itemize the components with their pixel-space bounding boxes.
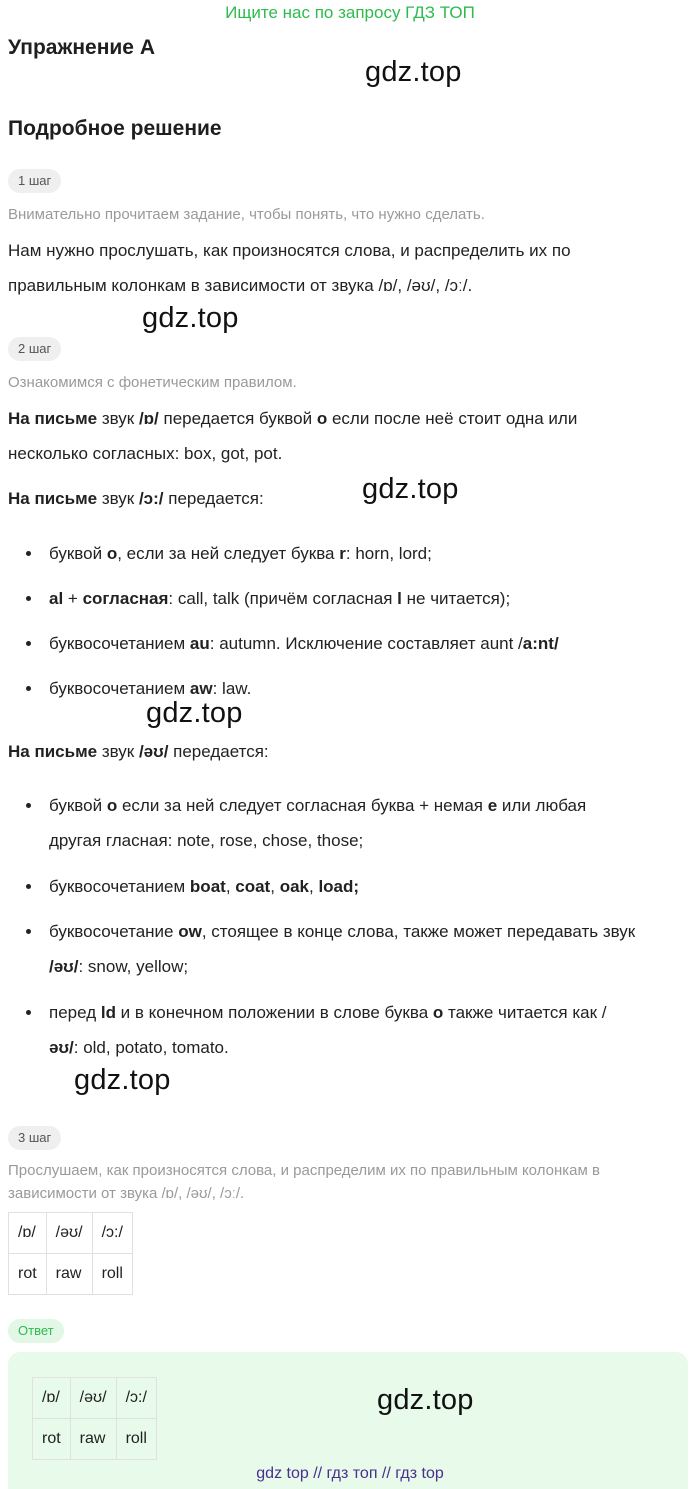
bullet-dot <box>26 929 31 934</box>
table-header-cell: /ɔ:/ <box>92 1213 132 1254</box>
bullet-dot <box>26 1010 31 1015</box>
step-badge: 1 шаг <box>8 169 61 193</box>
list-item-line: другая гласная: note, rose, chose, those; <box>49 831 364 850</box>
list-item: буквой o если за ней следует согласная буква + немая e или любая <box>49 796 587 815</box>
watermark: gdz.top <box>377 1384 474 1416</box>
step-hint: Внимательно прочитаем задание, чтобы понять, что нужно сделать. <box>8 206 485 223</box>
rule-paragraph: На письме звук /ɔ:/ передается: <box>8 489 264 508</box>
phonetics-table <box>8 1212 133 1295</box>
step-hint: зависимости от звука /ɒ/, /əʊ/, /ɔː/. <box>8 1185 245 1202</box>
rule-paragraph-line: несколько согласных: box, got, pot. <box>8 444 283 463</box>
list-item: буквой o, если за ней следует буква r: horn, lord; <box>49 544 432 563</box>
promo-banner[interactable]: Ищите нас по запросу ГДЗ ТОП <box>225 3 475 22</box>
step-badge: 2 шаг <box>8 337 61 361</box>
watermark: gdz.top <box>365 56 462 88</box>
bullet-dot <box>26 641 31 646</box>
watermark: gdz.top <box>74 1064 171 1096</box>
list-item-line: əʊ/: old, potato, tomato. <box>49 1038 229 1057</box>
rule-paragraph: На письме звук /ɒ/ передается буквой о если после неё стоит одна или <box>8 409 578 428</box>
answer-table <box>32 1377 157 1460</box>
solution-heading: Подробное решение <box>8 117 222 140</box>
rule-paragraph: На письме звук /əʊ/ передается: <box>8 742 269 761</box>
table-cell: roll <box>116 1419 156 1460</box>
bullet-dot <box>26 884 31 889</box>
table-cell: raw <box>70 1419 116 1460</box>
watermark: gdz.top <box>146 697 243 729</box>
table-header-cell: /əʊ/ <box>70 1378 116 1419</box>
answer-badge: Ответ <box>8 1319 64 1343</box>
table-cell: roll <box>92 1254 132 1295</box>
list-item: буквосочетание ow, стоящее в конце слова, также может передавать звук <box>49 922 636 941</box>
bullet-dot <box>26 686 31 691</box>
list-item: буквосочетанием au: autumn. Исключение составляет aunt /a:nt/ <box>49 634 559 653</box>
table-header-cell: /ɒ/ <box>33 1378 71 1419</box>
list-item-line: /əʊ/: snow, yellow; <box>49 957 189 976</box>
watermark: gdz.top <box>142 302 239 334</box>
bullet-dot <box>26 803 31 808</box>
step-hint: Ознакомимся с фонетическим правилом. <box>8 374 297 391</box>
watermark: gdz.top <box>362 473 459 505</box>
table-header-cell: /ɔ:/ <box>116 1378 156 1419</box>
table-cell: rot <box>9 1254 47 1295</box>
table-header-cell: /əʊ/ <box>46 1213 92 1254</box>
list-item: буквосочетанием aw: law. <box>49 679 252 698</box>
table-cell: raw <box>46 1254 92 1295</box>
bullet-dot <box>26 596 31 601</box>
table-header-cell: /ɒ/ <box>9 1213 47 1254</box>
bullet-dot <box>26 551 31 556</box>
table-cell: rot <box>33 1419 71 1460</box>
list-item: перед ld и в конечном положении в слове буква o также читается как / <box>49 1003 607 1022</box>
footer-links[interactable]: gdz top // гдз топ // гдз top <box>256 1465 444 1482</box>
step-hint: Прослушаем, как произносятся слова, и распределим их по правильным колонкам в <box>8 1162 600 1179</box>
step-text-line: Нам нужно прослушать, как произносятся слова, и распределить их по <box>8 241 571 260</box>
step-badge: 3 шаг <box>8 1126 61 1150</box>
step-text-line: правильным колонкам в зависимости от звука /ɒ/, /əʊ/, /ɔː/. <box>8 276 473 295</box>
list-item: al + согласная: call, talk (причём согласная l не читается); <box>49 589 511 608</box>
exercise-title: Упражнение A <box>8 36 155 59</box>
list-item: буквосочетанием boat, coat, oak, load; <box>49 877 360 896</box>
